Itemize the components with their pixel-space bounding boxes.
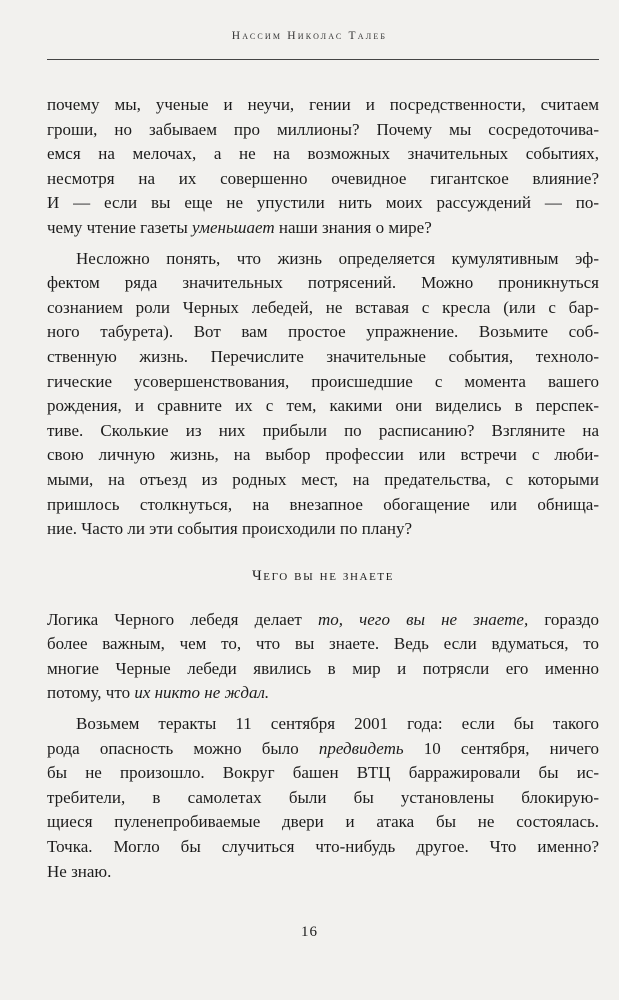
text-line: рождения, и сравните их с тем, какими они виделись в перспек- [47,396,599,416]
text-run: рода опасность можно было [47,738,319,758]
text-line: щиеся пуленепробиваемые двери и атака бы не состоялась. [47,812,599,832]
paragraph [47,93,599,241]
text-line [47,681,599,706]
body-text [47,93,599,884]
text-run: наши знания о мире? [274,217,432,237]
text-line: более важным, чем то, что вы знаете. Ведь если вдуматься, то [47,634,599,654]
page-number: 16 [301,924,318,940]
text-line: ного табурета). Вот вам простое упражнение. Возьмите соб- [47,322,599,342]
text-line: ние. Часто ли эти события происходили по плану? [47,519,413,539]
text-line: бы не произошло. Вокруг башен ВТЦ барражировали бы ис- [47,763,599,783]
text-line [47,737,599,762]
text-line: Несложно понять, что жизнь определяется кумулятивным эф- [76,248,599,268]
text-line: фектом ряда значительных потрясений. Можно проникнуться [47,273,599,293]
text-line: требители, в самолетах были бы установлены блокирую- [47,787,599,807]
text-line: Не знаю. [47,861,112,881]
text-line: Точка. Могло бы случиться что-нибудь другое. Что именно? [47,837,599,857]
text-line: мыми, на отъезд из родных мест, на предательства, с которыми [47,469,599,489]
text-run: потому, что [47,683,135,703]
text-line: гроши, но забываем про миллионы? Почему мы сосредоточива- [47,119,599,139]
emphasis: предвидеть [318,738,404,758]
text-line [47,608,599,633]
text-line: пришлось столкнуться, на внезапное обогащение или обнища- [47,494,599,514]
text-line: многие Черные лебеди явились в мир и потрясли его именно [47,658,599,678]
text-line: И — если вы еще не упустили нить моих рассуждений — по- [47,193,599,213]
text-run: Логика Черного лебедя делает [47,609,318,629]
text-run: гораздо [528,609,599,629]
header-rule [47,59,599,60]
emphasis: их никто не ждал. [134,683,270,703]
text-line: несмотря на их совершенно очевидное гигантское влияние? [47,168,599,188]
text-line: почему мы, ученые и неучи, гении и посредственности, считаем [47,95,599,114]
text-line: гические усовершенствования, происшедшие с момента вашего [47,371,599,391]
emphasis: уменьшает [192,217,275,237]
paragraph [47,247,599,542]
text-run: 10 сентября, ничего [403,738,599,758]
running-header: Нассим Николас Талеб [231,30,388,42]
section-heading: Чего вы не знаете [251,567,395,584]
text-line: Возьмем теракты 11 сентября 2001 года: если бы такого [76,714,599,734]
text-line: ственную жизнь. Перечислите значительные события, техноло- [47,346,599,366]
text-line: тиве. Сколькие из них прибыли по расписанию? Взгляните на [47,420,599,440]
text-line: сознанием роли Черных лебедей, не вставая с кресла (или с бар- [47,297,599,317]
text-run: чему чтение газеты [47,217,192,237]
paragraph [47,712,599,884]
emphasis: то, чего вы не знаете, [317,609,529,629]
text-line: емся на мелочах, а не на возможных значительных событиях, [47,144,599,164]
text-line: свою личную жизнь, на выбор профессии или встречи с люби- [47,445,599,465]
text-line [47,216,599,241]
paragraph [47,608,599,706]
